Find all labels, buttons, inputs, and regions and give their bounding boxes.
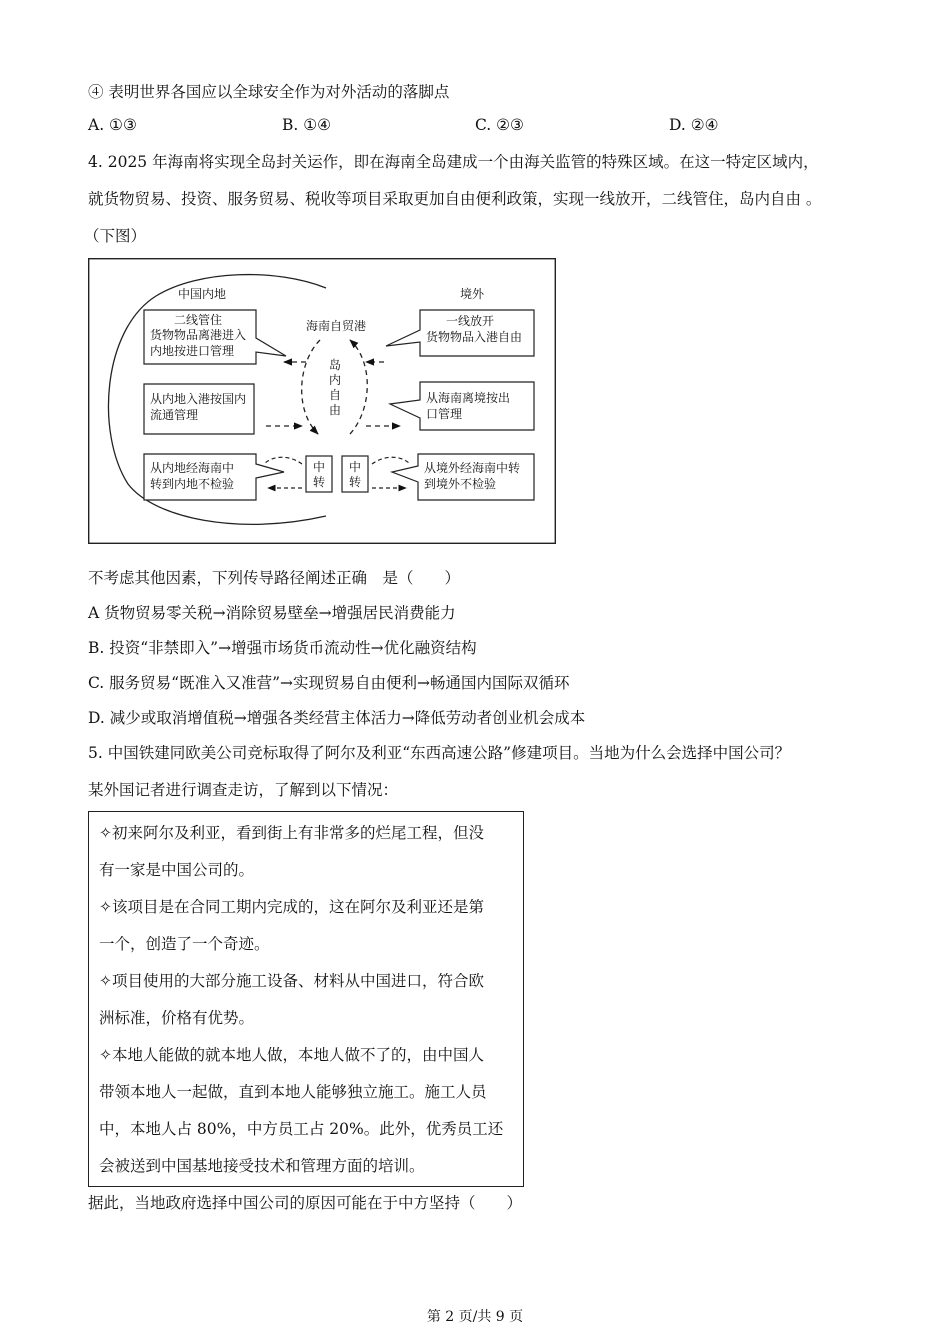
box-left-2-line-2: 流通管理 (150, 408, 199, 422)
transit-left-char-2: 转 (313, 475, 326, 489)
material-line-5: ✧项目使用的大部分施工设备、材料从中国进口，符合欧 (99, 972, 484, 990)
transit-left-char-1: 中 (313, 460, 326, 474)
diagram-svg (88, 258, 556, 544)
q4-prompt: 不考虑其他因素，下列传导路径阐述正确 是（ ） (88, 569, 461, 587)
q3-option-d[interactable]: D. ②④ (669, 116, 719, 134)
box-left-2-line-1: 从内地入港按国内 (150, 392, 247, 406)
material-line-8: 带领本地人一起做，直到本地人能够独立施工。施工人员 (99, 1083, 487, 1101)
q4-option-d[interactable]: D. 减少或取消增值税→增强各类经营主体活力→降低劳动者创业机会成本 (88, 709, 586, 727)
q5-prompt: 据此，当地政府选择中国公司的原因可能在于中方坚持（ ） (88, 1194, 523, 1212)
box-left-3-line-2: 转到内地不检验 (150, 477, 235, 491)
box-right-2-line-2: 口管理 (426, 407, 463, 421)
material-line-6: 洲标准，价格有优势。 (99, 1009, 255, 1027)
q4-stem-line-2: 就货物贸易、投资、服务贸易、税收等项目采取更加自由便利政策，实现一线放开，二线管住，岛内自由 。 (88, 190, 822, 208)
transit-right-char-2: 转 (349, 475, 362, 489)
q4-option-a[interactable]: A 货物贸易零关税→消除贸易壁垒→增强居民消费能力 (88, 604, 456, 622)
island-char-2: 内 (329, 373, 342, 387)
island-char-1: 岛 (329, 358, 342, 372)
box-right-3-line-1: 从境外经海南中转 (424, 461, 521, 475)
label-ftz: 海南自贸港 (306, 319, 367, 333)
box-left-1-line-2: 货物物品离港进入 (150, 328, 247, 342)
box-left-3-line-1: 从内地经海南中 (150, 461, 235, 475)
material-line-4: 一个，创造了一个奇迹。 (99, 935, 270, 953)
q3-option-c[interactable]: C. ②③ (475, 116, 524, 134)
island-char-3: 自 (329, 388, 342, 402)
label-overseas: 境外 (460, 287, 485, 301)
label-mainland: 中国内地 (178, 287, 227, 301)
q3-item-4: ④ 表明世界各国应以全球安全作为对外活动的落脚点 (88, 83, 450, 101)
q4-option-b[interactable]: B. 投资“非禁即入”→增强市场货币流动性→优化融资结构 (88, 639, 477, 657)
hainan-ftz-diagram (88, 258, 556, 544)
material-line-1: ✧初来阿尔及利亚，看到街上有非常多的烂尾工程，但没 (99, 824, 484, 842)
q4-option-c[interactable]: C. 服务贸易“既准入又准营”→实现贸易自由便利→畅通国内国际双循环 (88, 674, 570, 692)
material-line-10: 会被送到中国基地接受技术和管理方面的培训。 (99, 1157, 425, 1175)
transit-right-char-1: 中 (349, 460, 362, 474)
q3-option-b[interactable]: B. ①④ (282, 116, 332, 134)
q5-material-box (88, 811, 524, 1187)
q5-stem-line-2: 某外国记者进行调查走访，了解到以下情况： (88, 781, 399, 799)
q4-stem-line-1: 4. 2025 年海南将实现全岛封关运作，即在海南全岛建成一个由海关监管的特殊区域。在这一特定区域内， (88, 153, 819, 171)
material-line-2: 有一家是中国公司的。 (99, 861, 255, 879)
page-footer: 第 2 页/共 9 页 (426, 1309, 524, 1325)
q3-option-a[interactable]: A. ①③ (88, 116, 137, 134)
box-left-1-line-3: 内地按进口管理 (150, 344, 235, 358)
q4-stem-line-3: （下图） (84, 227, 147, 245)
q5-stem-line-1: 5. 中国铁建同欧美公司竞标取得了阿尔及利亚“东西高速公路”修建项目。当地为什么会选择中国公司？ (88, 744, 791, 762)
material-line-9: 中，本地人占 80%，中方员工占 20%。此外，优秀员工还 (99, 1120, 504, 1138)
box-right-2-line-1: 从海南离境按出 (426, 391, 511, 405)
box-right-1-line-1: 一线放开 (446, 314, 495, 328)
material-line-7: ✧本地人能做的就本地人做，本地人做不了的，由中国人 (99, 1046, 484, 1064)
island-char-4: 由 (329, 403, 342, 417)
box-left-1-line-1: 二线管住 (174, 313, 223, 327)
box-right-3-line-2: 到境外不检验 (424, 477, 497, 491)
material-line-3: ✧该项目是在合同工期内完成的，这在阿尔及利亚还是第 (99, 898, 484, 916)
box-right-1-line-2: 货物物品入港自由 (426, 330, 523, 344)
